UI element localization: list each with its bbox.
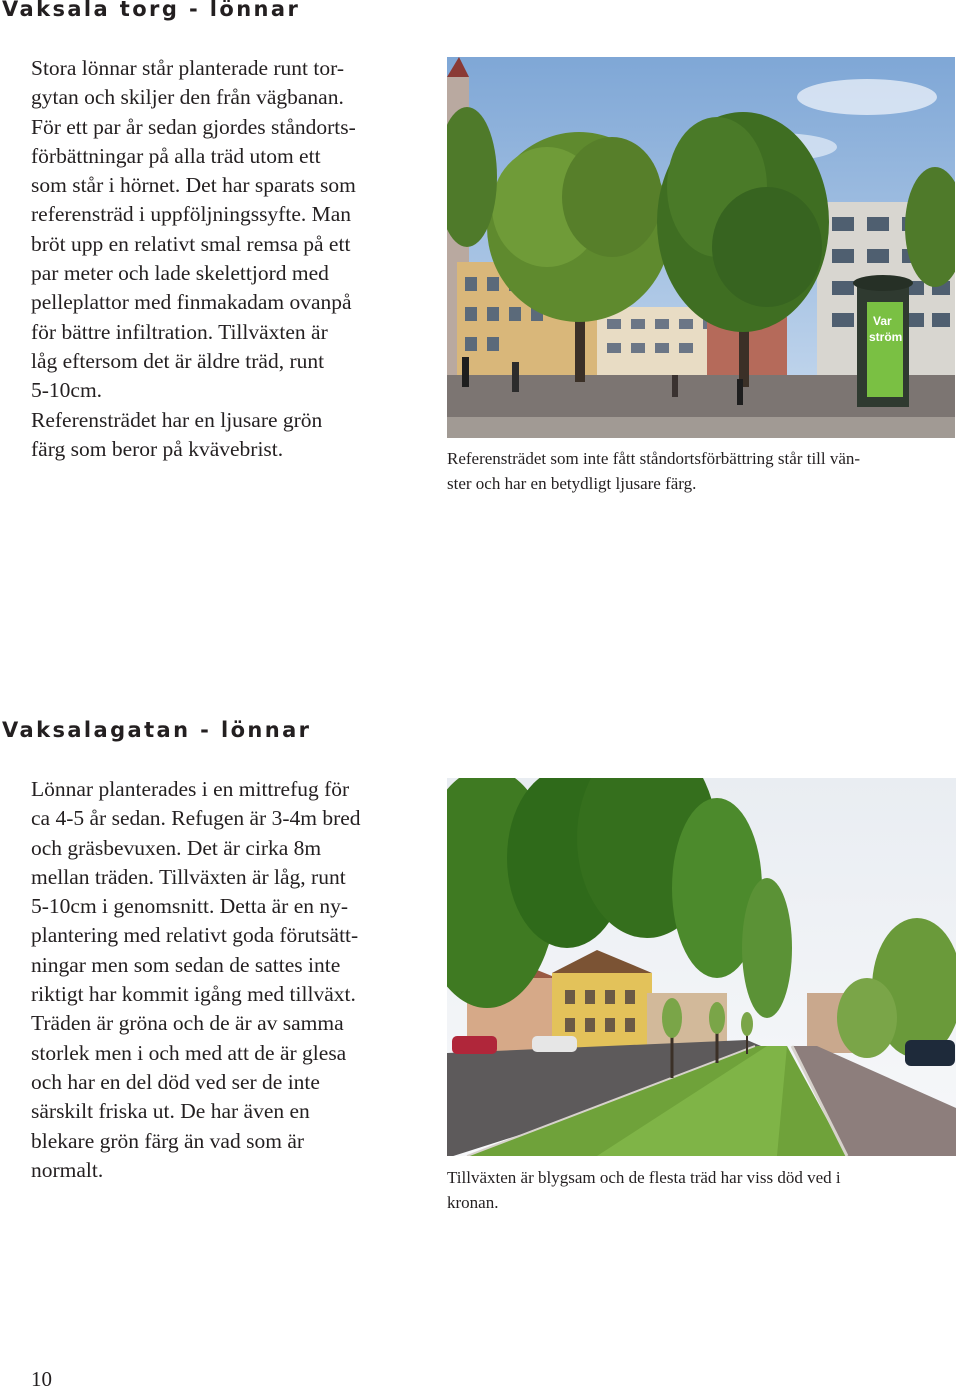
text-line: Stora lönnar står planterade runt tor- <box>31 56 344 80</box>
text-line: storlek men i och med att de är glesa <box>31 1040 347 1065</box>
text-line: Referensträdet har en ljusare grön <box>31 407 323 432</box>
caption-line: Referensträdet som inte fått ståndortsförbättring står till vän- <box>447 449 861 468</box>
text-line: plantering med relativt goda förutsätt- <box>31 923 359 948</box>
text-line: färg som beror på kvävebrist. <box>31 436 284 461</box>
caption-line: kronan. <box>447 1192 499 1212</box>
caption-line: ster och har en betydligt ljusare färg. <box>447 473 697 493</box>
text-line: bröt upp en relativt smal remsa på ett <box>31 231 351 256</box>
text-line: och har en del död ved ser de inte <box>31 1069 320 1094</box>
text-line: blekare grön färg än vad som är <box>31 1128 305 1153</box>
text-line: 5-10cm i genomsnitt. Detta är en ny- <box>31 894 349 919</box>
text-line: par meter och lade skelettjord med <box>31 261 329 286</box>
text-line: särskilt friska ut. De har även en <box>31 1099 310 1124</box>
photo-caption-section2 <box>447 1166 947 1215</box>
caption-line: Tillväxten är blygsam och de flesta träd har viss död ved i <box>447 1168 841 1187</box>
text-line: gytan och skiljer den från vägbanan. <box>31 85 344 110</box>
section-heading-vaksala-torg: Vaksala torg - lönnar <box>2 0 301 21</box>
poster-text-line: Var <box>873 314 892 328</box>
text-line: ca 4-5 år sedan. Refugen är 3-4m bred <box>31 806 361 831</box>
photo-caption-section1 <box>447 447 947 496</box>
text-line: normalt. <box>31 1157 104 1182</box>
text-line: För ett par år sedan gjordes ståndorts- <box>31 114 356 139</box>
photo-vaksalagatan-median-maples <box>447 778 956 1156</box>
section1-body-text <box>31 54 416 464</box>
street-scene-illustration <box>447 778 956 1156</box>
page-number: 10 <box>31 1367 52 1391</box>
text-line: 5-10cm. <box>31 378 103 403</box>
text-line: referensträd i uppföljningssyfte. Man <box>31 202 352 227</box>
square-scene-illustration <box>447 57 955 438</box>
section2-body-text <box>31 775 416 1185</box>
text-line: låg eftersom det är äldre träd, runt <box>31 348 325 373</box>
text-line: Lönnar planterades i en mittrefug för <box>31 777 350 801</box>
text-line: mellan träden. Tillväxten är låg, runt <box>31 864 346 889</box>
text-line: förbättningar på alla träd utom ett <box>31 143 321 168</box>
poster-text-line: ström <box>869 330 903 344</box>
text-line: som står i hörnet. Det har sparats som <box>31 173 356 198</box>
text-line: för bättre infiltration. Tillväxten är <box>31 319 328 344</box>
text-line: ningar men som sedan de sattes inte <box>31 952 341 977</box>
text-line: riktigt har kommit igång med tillväxt. <box>31 982 356 1007</box>
section-heading-vaksalagatan: Vaksalagatan - lönnar <box>2 718 312 742</box>
text-line: och gräsbevuxen. Det är cirka 8m <box>31 835 322 860</box>
text-line: Träden är gröna och de är av samma <box>31 1011 344 1036</box>
text-line: pelleplattor med finmakadam ovanpå <box>31 290 352 315</box>
photo-vaksala-torg-maples <box>447 57 955 438</box>
